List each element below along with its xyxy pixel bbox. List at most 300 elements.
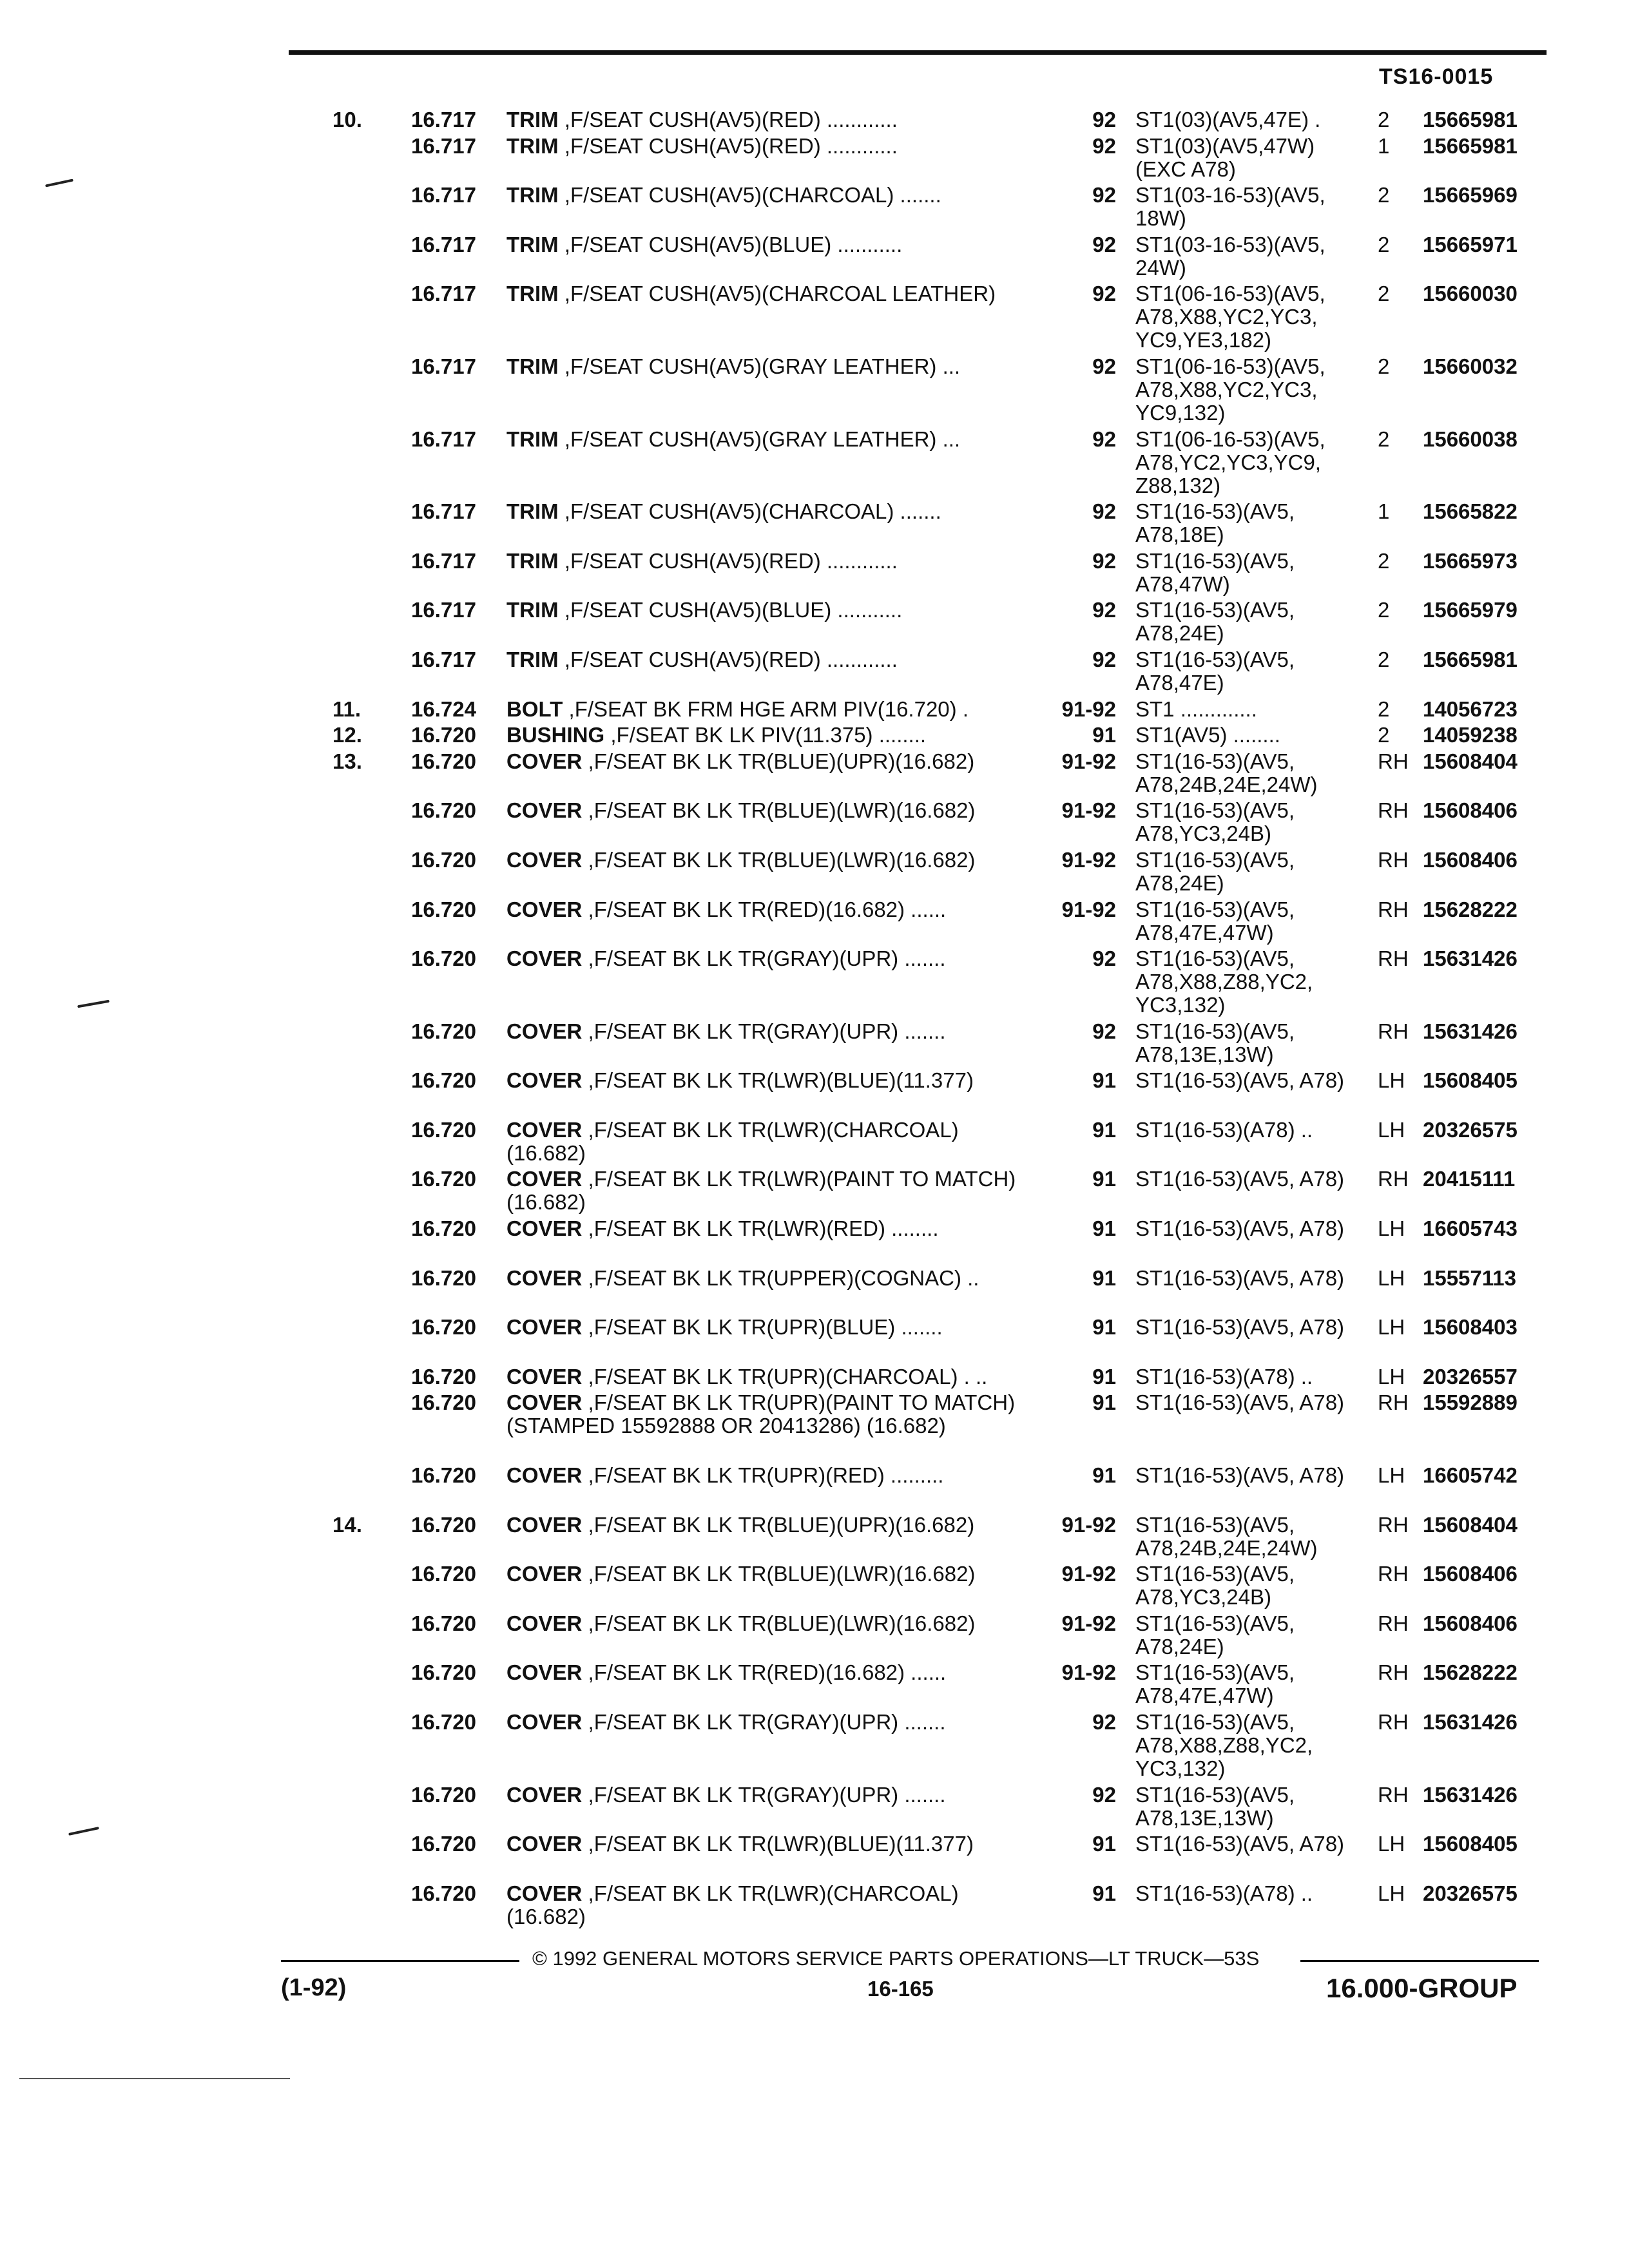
part-number: 20326575 <box>1423 1117 1518 1142</box>
part-detail: ,F/SEAT CUSH(AV5)(BLUE) ........... <box>564 232 903 256</box>
quantity: RH <box>1378 1167 1409 1191</box>
group-number: 16.720 <box>411 897 476 921</box>
part-number: 15665969 <box>1423 183 1518 207</box>
part-noun: COVER <box>506 1167 583 1191</box>
model-year: 91-92 <box>1061 847 1116 872</box>
quantity: RH <box>1378 1019 1409 1043</box>
group-number: 16.720 <box>411 723 476 747</box>
part-noun: COVER <box>506 1710 583 1734</box>
part-number: 15631426 <box>1423 1782 1518 1807</box>
quantity: 2 <box>1378 183 1390 207</box>
part-description <box>506 1365 1041 1389</box>
part-description <box>506 1391 1041 1437</box>
part-description <box>506 184 1041 207</box>
part-noun: COVER <box>506 1463 583 1488</box>
part-number: 15665981 <box>1423 133 1518 158</box>
part-detail: ,F/SEAT CUSH(AV5)(CHARCOAL LEATHER) <box>564 282 996 306</box>
part-description <box>506 500 1041 523</box>
part-noun: COVER <box>506 1881 583 1905</box>
group-number: 16.717 <box>411 232 476 256</box>
part-detail: ,F/SEAT BK LK TR(LWR)(CHARCOAL) (16.682) <box>506 1881 959 1928</box>
quantity: RH <box>1378 1611 1409 1635</box>
part-number: 15628222 <box>1423 1660 1518 1685</box>
model-year: 92 <box>1092 1710 1116 1734</box>
quantity: 2 <box>1378 723 1390 747</box>
model-year: 91-92 <box>1061 1660 1116 1685</box>
group-number: 16.720 <box>411 1019 476 1043</box>
part-noun: COVER <box>506 1216 583 1241</box>
part-detail: ,F/SEAT BK LK TR(RED)(16.682) ...... <box>588 897 947 921</box>
usage-code: ST1(16-53)(A78) .. <box>1135 1117 1313 1142</box>
part-detail: ,F/SEAT BK LK TR(BLUE)(LWR)(16.682) <box>588 847 976 872</box>
document-code: TS16-0015 <box>1379 64 1494 89</box>
usage-code: ST1(16-53)(AV5, A78,YC3,24B) <box>1135 798 1295 846</box>
part-detail: ,F/SEAT CUSH(AV5)(RED) ............ <box>564 647 898 671</box>
group-number: 16.720 <box>411 1611 476 1635</box>
group-number: 16.720 <box>411 847 476 872</box>
model-year: 92 <box>1092 947 1116 971</box>
quantity: RH <box>1378 1512 1409 1537</box>
model-year: 91 <box>1092 1463 1116 1488</box>
parts-row <box>0 1267 1629 1316</box>
quantity: RH <box>1378 897 1409 921</box>
part-description <box>506 799 1041 822</box>
model-year: 91 <box>1092 1068 1116 1093</box>
usage-code: ST1(16-53)(AV5, A78) <box>1135 1068 1345 1093</box>
usage-code: ST1(16-53)(AV5, A78,YC3,24B) <box>1135 1562 1295 1610</box>
part-detail: ,F/SEAT BK LK TR(GRAY)(UPR) ....... <box>588 1782 946 1807</box>
quantity: LH <box>1378 1265 1405 1290</box>
part-detail: ,F/SEAT BK LK TR(GRAY)(UPR) ....... <box>588 947 946 971</box>
part-noun: TRIM <box>506 354 559 378</box>
usage-code: ST1(16-53)(AV5, A78) <box>1135 1315 1345 1340</box>
group-number: 16.717 <box>411 548 476 573</box>
item-number: 10. <box>333 108 362 131</box>
part-detail: ,F/SEAT BK LK TR(GRAY)(UPR) ....... <box>588 1710 946 1734</box>
part-detail: ,F/SEAT CUSH(AV5)(BLUE) ........... <box>564 598 903 622</box>
part-number: 15608406 <box>1423 1611 1518 1635</box>
group-number: 16.720 <box>411 798 476 823</box>
parts-row <box>0 1711 1629 1783</box>
quantity: 2 <box>1378 232 1390 256</box>
quantity: RH <box>1378 798 1409 823</box>
part-detail: ,F/SEAT BK LK TR(LWR)(CHARCOAL) (16.682) <box>506 1117 959 1165</box>
group-number: 16.717 <box>411 647 476 671</box>
model-year: 91 <box>1092 723 1116 747</box>
part-detail: ,F/SEAT BK LK TR(UPPER)(COGNAC) .. <box>588 1265 979 1290</box>
quantity: LH <box>1378 1315 1405 1340</box>
quantity: 2 <box>1378 354 1390 378</box>
model-year: 92 <box>1092 183 1116 207</box>
part-detail: ,F/SEAT BK LK TR(BLUE)(UPR)(16.682) <box>588 1512 975 1537</box>
model-year: 91 <box>1092 1167 1116 1191</box>
group-number: 16.717 <box>411 133 476 158</box>
model-year: 92 <box>1092 598 1116 622</box>
quantity: 1 <box>1378 499 1390 524</box>
part-number: 15631426 <box>1423 947 1518 971</box>
usage-code: ST1(16-53)(A78) .. <box>1135 1881 1313 1905</box>
parts-row <box>0 898 1629 948</box>
quantity: 2 <box>1378 108 1390 131</box>
usage-code: ST1(16-53)(AV5, A78,24E) <box>1135 847 1295 895</box>
model-year: 91-92 <box>1061 897 1116 921</box>
part-number: 20326557 <box>1423 1364 1518 1389</box>
part-number: 15608406 <box>1423 847 1518 872</box>
part-description <box>506 1168 1041 1214</box>
group-number: 16.724 <box>411 697 476 721</box>
part-description <box>506 1783 1041 1807</box>
part-noun: TRIM <box>506 282 559 306</box>
part-noun: COVER <box>506 847 583 872</box>
part-number: 14059238 <box>1423 723 1518 747</box>
model-year: 92 <box>1092 427 1116 451</box>
part-detail: ,F/SEAT BK LK TR(UPR)(BLUE) ....... <box>588 1315 943 1340</box>
usage-code: ST1(16-53)(AV5, A78,24E) <box>1135 598 1295 646</box>
group-number: 16.720 <box>411 1216 476 1241</box>
part-number: 15631426 <box>1423 1019 1518 1043</box>
parts-row <box>0 599 1629 648</box>
part-detail: ,F/SEAT CUSH(AV5)(CHARCOAL) ....... <box>564 183 941 207</box>
group-label: 16.000-GROUP <box>1326 1973 1518 2003</box>
part-detail: ,F/SEAT CUSH(AV5)(CHARCOAL) ....... <box>564 499 941 524</box>
part-description <box>506 1464 1041 1487</box>
group-number: 16.720 <box>411 1265 476 1290</box>
model-year: 91-92 <box>1061 798 1116 823</box>
quantity: RH <box>1378 1710 1409 1734</box>
usage-code: ST1(16-53)(AV5, A78,X88,Z88,YC2, YC3,132) <box>1135 947 1313 1017</box>
part-detail: ,F/SEAT BK LK TR(UPR)(CHARCOAL) . .. <box>588 1364 988 1389</box>
part-noun: COVER <box>506 1512 583 1537</box>
model-year: 91-92 <box>1061 1611 1116 1635</box>
part-noun: COVER <box>506 1364 583 1389</box>
model-year: 91 <box>1092 1315 1116 1340</box>
quantity: RH <box>1378 947 1409 971</box>
part-number: 15628222 <box>1423 897 1518 921</box>
parts-row <box>0 233 1629 283</box>
footer-rule-left <box>281 1960 519 1962</box>
part-noun: COVER <box>506 1611 583 1635</box>
model-year: 92 <box>1092 1782 1116 1807</box>
quantity: 2 <box>1378 548 1390 573</box>
model-year: 91 <box>1092 1216 1116 1241</box>
part-number: 15660032 <box>1423 354 1518 378</box>
usage-code: ST1(16-53)(AV5, A78,13E,13W) <box>1135 1019 1295 1066</box>
model-year: 91-92 <box>1061 697 1116 721</box>
model-year: 92 <box>1092 354 1116 378</box>
part-number: 15608404 <box>1423 1512 1518 1537</box>
parts-row <box>0 1365 1629 1392</box>
part-detail: ,F/SEAT BK LK TR(LWR)(RED) ........ <box>588 1216 939 1241</box>
usage-code: ST1 ............. <box>1135 697 1257 721</box>
item-number: 13. <box>333 749 362 773</box>
part-noun: TRIM <box>506 108 559 131</box>
part-description <box>506 599 1041 622</box>
part-number: 20415111 <box>1423 1167 1516 1191</box>
part-noun: COVER <box>506 1117 583 1142</box>
quantity: LH <box>1378 1832 1405 1856</box>
part-number: 15660038 <box>1423 427 1518 451</box>
model-year: 91-92 <box>1061 749 1116 773</box>
part-noun: COVER <box>506 1660 583 1685</box>
quantity: RH <box>1378 1562 1409 1586</box>
parts-row <box>0 282 1629 355</box>
model-year: 91 <box>1092 1364 1116 1389</box>
header-rule <box>289 50 1547 55</box>
parts-row <box>0 500 1629 550</box>
part-description <box>506 1514 1041 1537</box>
parts-row <box>0 648 1629 698</box>
usage-code: ST1(03-16-53)(AV5, 18W) <box>1135 183 1325 231</box>
group-number: 16.720 <box>411 1117 476 1142</box>
part-noun: TRIM <box>506 427 559 451</box>
quantity: 2 <box>1378 598 1390 622</box>
model-year: 91 <box>1092 1390 1116 1415</box>
parts-row <box>0 1882 1629 1932</box>
part-description <box>506 135 1041 158</box>
parts-row <box>0 108 1629 135</box>
group-number: 16.720 <box>411 1782 476 1807</box>
part-number: 15557113 <box>1423 1265 1517 1290</box>
group-number: 16.720 <box>411 1710 476 1734</box>
model-year: 91-92 <box>1061 1562 1116 1586</box>
usage-code: ST1(16-53)(AV5, A78) <box>1135 1832 1345 1856</box>
part-description <box>506 648 1041 671</box>
part-detail: ,F/SEAT BK LK TR(UPR)(RED) ......... <box>588 1463 944 1488</box>
part-number: 15631426 <box>1423 1710 1518 1734</box>
usage-code: ST1(06-16-53)(AV5, A78,YC2,YC3,YC9, Z88,132) <box>1135 427 1325 497</box>
quantity: LH <box>1378 1117 1405 1142</box>
part-description <box>506 282 1041 305</box>
usage-code: ST1(16-53)(AV5, A78) <box>1135 1265 1345 1290</box>
parts-row <box>0 1316 1629 1365</box>
part-number: 15665973 <box>1423 548 1518 573</box>
part-description <box>506 1612 1041 1635</box>
part-noun: TRIM <box>506 598 559 622</box>
usage-code: ST1(06-16-53)(AV5, A78,X88,YC2,YC3, YC9,YE3,182) <box>1135 282 1325 352</box>
part-number: 16605742 <box>1423 1463 1518 1488</box>
part-description <box>506 550 1041 573</box>
model-year: 92 <box>1092 499 1116 524</box>
parts-row <box>0 1391 1629 1464</box>
item-number: 11. <box>333 697 361 721</box>
model-year: 92 <box>1092 282 1116 306</box>
quantity: 2 <box>1378 282 1390 306</box>
quantity: LH <box>1378 1881 1405 1905</box>
group-number: 16.720 <box>411 1832 476 1856</box>
part-noun: COVER <box>506 1265 583 1290</box>
part-detail: ,F/SEAT CUSH(AV5)(GRAY LEATHER) ... <box>564 354 961 378</box>
parts-row <box>0 1464 1629 1514</box>
group-number: 16.720 <box>411 1364 476 1389</box>
parts-row <box>0 1020 1629 1070</box>
part-noun: TRIM <box>506 548 559 573</box>
part-description <box>506 947 1041 970</box>
part-number: 14056723 <box>1423 697 1518 721</box>
parts-row <box>0 1562 1629 1612</box>
part-detail: ,F/SEAT BK LK TR(LWR)(PAINT TO MATCH)(16.682) <box>506 1167 1016 1215</box>
group-number: 16.717 <box>411 354 476 378</box>
part-noun: COVER <box>506 1068 583 1093</box>
part-description <box>506 1267 1041 1290</box>
revision-date: (1-92) <box>281 1974 347 2001</box>
parts-row <box>0 184 1629 233</box>
parts-row <box>0 1119 1629 1168</box>
parts-row <box>0 135 1629 184</box>
group-number: 16.720 <box>411 1068 476 1093</box>
quantity: LH <box>1378 1216 1405 1241</box>
usage-code: ST1(16-53)(AV5, A78) <box>1135 1216 1345 1241</box>
part-description <box>506 108 1041 131</box>
part-number: 20326575 <box>1423 1881 1518 1905</box>
group-number: 16.720 <box>411 1390 476 1415</box>
usage-code: ST1(16-53)(AV5, A78,47E,47W) <box>1135 897 1295 945</box>
part-noun: TRIM <box>506 183 559 207</box>
model-year: 91 <box>1092 1832 1116 1856</box>
part-description <box>506 1020 1041 1043</box>
group-number: 16.720 <box>411 947 476 971</box>
part-noun: TRIM <box>506 499 559 524</box>
part-noun: COVER <box>506 1782 583 1807</box>
part-number: 15665979 <box>1423 598 1518 622</box>
part-noun: BUSHING <box>506 723 605 747</box>
part-noun: COVER <box>506 798 583 823</box>
part-number: 15608403 <box>1423 1315 1518 1340</box>
part-description <box>506 1661 1041 1684</box>
part-noun: COVER <box>506 897 583 921</box>
parts-row <box>0 1661 1629 1711</box>
group-number: 16.720 <box>411 1881 476 1905</box>
parts-row <box>0 1168 1629 1217</box>
part-detail: ,F/SEAT BK LK TR(BLUE)(LWR)(16.682) <box>588 1562 976 1586</box>
model-year: 91 <box>1092 1265 1116 1290</box>
part-number: 16605743 <box>1423 1216 1518 1241</box>
quantity: 1 <box>1378 133 1390 158</box>
part-detail: ,F/SEAT BK FRM HGE ARM PIV(16.720) . <box>568 697 969 721</box>
part-detail: ,F/SEAT BK LK TR(LWR)(BLUE)(11.377) <box>588 1068 974 1093</box>
part-description <box>506 1069 1041 1092</box>
group-number: 16.717 <box>411 108 476 131</box>
quantity: LH <box>1378 1364 1405 1389</box>
part-noun: COVER <box>506 1390 583 1415</box>
part-number: 15665981 <box>1423 647 1518 671</box>
part-noun: COVER <box>506 1019 583 1043</box>
usage-code: ST1(16-53)(AV5, A78,24B,24E,24W) <box>1135 749 1318 796</box>
part-number: 15608406 <box>1423 798 1518 823</box>
part-noun: COVER <box>506 1832 583 1856</box>
parts-row <box>0 1612 1629 1662</box>
part-number: 15665822 <box>1423 499 1518 524</box>
parts-row <box>0 698 1629 724</box>
part-description <box>506 355 1041 378</box>
part-detail: ,F/SEAT BK LK TR(RED)(16.682) ...... <box>588 1660 947 1685</box>
usage-code: ST1(16-53)(AV5, A78) <box>1135 1463 1345 1488</box>
usage-code: ST1(16-53)(AV5, A78) <box>1135 1390 1345 1415</box>
model-year: 91-92 <box>1061 1512 1116 1537</box>
quantity: 2 <box>1378 647 1390 671</box>
part-number: 15665981 <box>1423 108 1518 131</box>
part-number: 15608405 <box>1423 1832 1518 1856</box>
part-noun: COVER <box>506 1562 583 1586</box>
part-detail: ,F/SEAT BK LK PIV(11.375) ........ <box>610 723 927 747</box>
usage-code: ST1(03-16-53)(AV5, 24W) <box>1135 232 1325 280</box>
model-year: 92 <box>1092 133 1116 158</box>
usage-code: ST1(16-53)(AV5, A78,47W) <box>1135 548 1295 596</box>
part-detail: ,F/SEAT CUSH(AV5)(GRAY LEATHER) ... <box>564 427 961 451</box>
part-description <box>506 724 1041 747</box>
parts-row <box>0 1783 1629 1833</box>
part-description <box>506 1119 1041 1165</box>
quantity: LH <box>1378 1463 1405 1488</box>
part-detail: ,F/SEAT BK LK TR(UPR)(PAINT TO MATCH)(STAMPED 15592888 OR 20413286) (16.682) <box>506 1390 1016 1438</box>
part-description <box>506 1832 1041 1856</box>
parts-row <box>0 428 1629 501</box>
part-detail: ,F/SEAT CUSH(AV5)(RED) ............ <box>564 133 898 158</box>
usage-code: ST1(16-53)(AV5, A78,18E) <box>1135 499 1295 547</box>
group-number: 16.720 <box>411 1660 476 1685</box>
usage-code: ST1(16-53)(AV5, A78,X88,Z88,YC2, YC3,132) <box>1135 1710 1313 1780</box>
group-number: 16.717 <box>411 499 476 524</box>
parts-row <box>0 1069 1629 1119</box>
quantity: RH <box>1378 1782 1409 1807</box>
part-number: 15660030 <box>1423 282 1518 306</box>
group-number: 16.717 <box>411 282 476 306</box>
part-description <box>506 233 1041 256</box>
part-detail: ,F/SEAT CUSH(AV5)(RED) ............ <box>564 108 898 131</box>
model-year: 91 <box>1092 1117 1116 1142</box>
usage-code: ST1(03)(AV5,47W) (EXC A78) <box>1135 133 1315 181</box>
usage-code: ST1(16-53)(AV5, A78,24B,24E,24W) <box>1135 1512 1318 1560</box>
part-number: 15608406 <box>1423 1562 1518 1586</box>
part-description <box>506 428 1041 451</box>
parts-row <box>0 1217 1629 1267</box>
model-year: 91 <box>1092 1881 1116 1905</box>
group-number: 16.720 <box>411 749 476 773</box>
page-number: 16-165 <box>867 1977 934 2001</box>
part-detail: ,F/SEAT CUSH(AV5)(RED) ............ <box>564 548 898 573</box>
usage-code: ST1(16-53)(AV5, A78,47E,47W) <box>1135 1660 1295 1708</box>
group-number: 16.720 <box>411 1167 476 1191</box>
part-noun: TRIM <box>506 232 559 256</box>
part-description <box>506 898 1041 921</box>
group-number: 16.717 <box>411 183 476 207</box>
parts-row <box>0 1514 1629 1563</box>
part-noun: BOLT <box>506 697 563 721</box>
part-description <box>506 1882 1041 1928</box>
usage-code: ST1(16-53)(AV5, A78) <box>1135 1167 1345 1191</box>
parts-row <box>0 1832 1629 1882</box>
group-number: 16.720 <box>411 1315 476 1340</box>
part-number: 15608405 <box>1423 1068 1518 1093</box>
quantity: 2 <box>1378 427 1390 451</box>
part-noun: COVER <box>506 947 583 971</box>
group-number: 16.720 <box>411 1512 476 1537</box>
part-detail: ,F/SEAT BK LK TR(LWR)(BLUE)(11.377) <box>588 1832 974 1856</box>
part-description <box>506 1316 1041 1339</box>
part-noun: COVER <box>506 1315 583 1340</box>
quantity: RH <box>1378 1660 1409 1685</box>
item-number: 12. <box>333 723 362 747</box>
usage-code: ST1(03)(AV5,47E) . <box>1135 108 1321 131</box>
part-detail: ,F/SEAT BK LK TR(BLUE)(UPR)(16.682) <box>588 749 975 773</box>
footer-copyright: © 1992 GENERAL MOTORS SERVICE PARTS OPERATIONS—LT TRUCK—53S <box>532 1947 1260 1970</box>
quantity: RH <box>1378 1390 1409 1415</box>
part-detail: ,F/SEAT BK LK TR(BLUE)(LWR)(16.682) <box>588 1611 976 1635</box>
parts-row <box>0 947 1629 1020</box>
part-noun: TRIM <box>506 133 559 158</box>
parts-row <box>0 724 1629 750</box>
part-detail: ,F/SEAT BK LK TR(GRAY)(UPR) ....... <box>588 1019 946 1043</box>
part-detail: ,F/SEAT BK LK TR(BLUE)(LWR)(16.682) <box>588 798 976 823</box>
